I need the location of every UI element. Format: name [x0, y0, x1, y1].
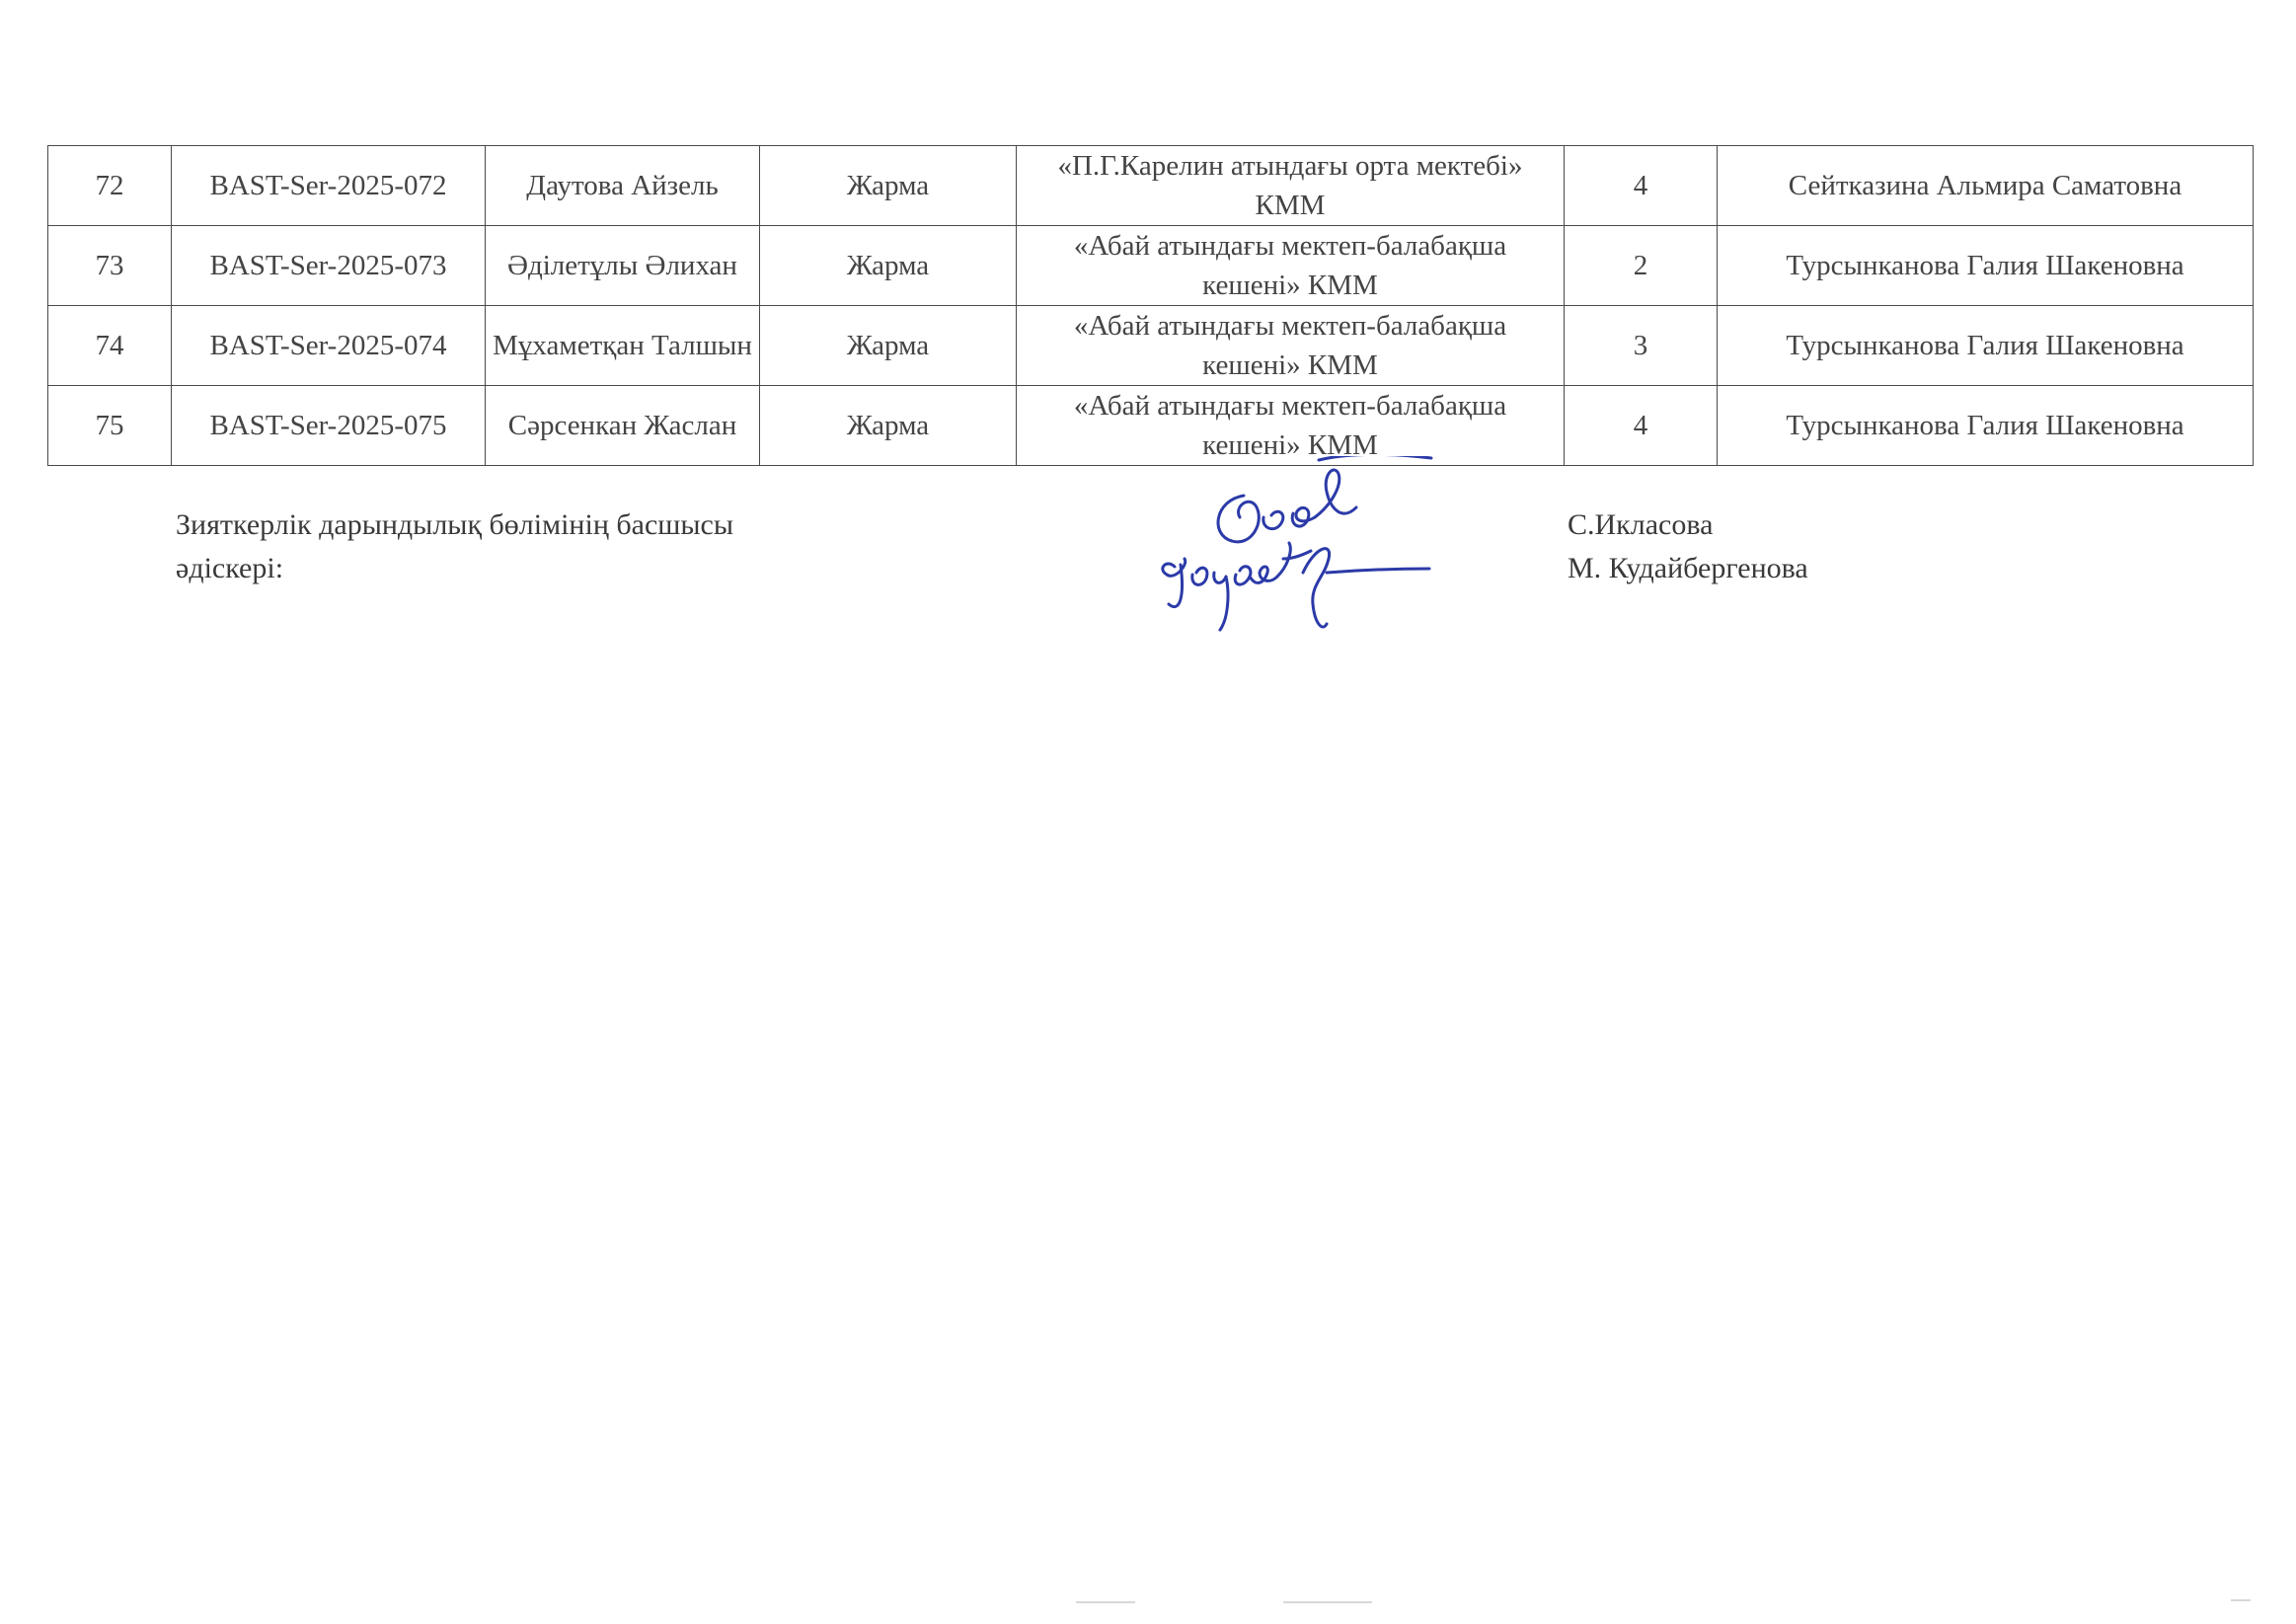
student-name: Сәрсенкан Жаслан: [486, 386, 760, 466]
participant-code: BAST-Ser-2025-075: [172, 386, 486, 466]
scan-artifact: [2231, 1599, 2251, 1601]
participant-code: BAST-Ser-2025-073: [172, 226, 486, 306]
grade: 3: [1565, 306, 1718, 386]
students-table: [47, 145, 2254, 466]
student-name: Даутова Айзель: [486, 146, 760, 226]
handwritten-signature: [1145, 456, 1471, 639]
position-line-1: Зияткерлік дарындылық бөлімінің басшысы: [176, 508, 733, 541]
participant-code: BAST-Ser-2025-074: [172, 306, 486, 386]
row-number: 75: [48, 386, 172, 466]
teacher: Турсынканова Галия Шакеновна: [1718, 306, 2254, 386]
table-row: [48, 226, 2254, 306]
teacher: Турсынканова Галия Шакеновна: [1718, 226, 2254, 306]
district: Жарма: [760, 386, 1017, 466]
school: «Абай атындағы мектеп-балабақша кешені» КММ: [1017, 306, 1565, 386]
school: «П.Г.Карелин атындағы орта мектебі» КММ: [1017, 146, 1565, 226]
district: Жарма: [760, 226, 1017, 306]
grade: 4: [1565, 386, 1718, 466]
grade: 2: [1565, 226, 1718, 306]
participant-code: BAST-Ser-2025-072: [172, 146, 486, 226]
table-row: [48, 146, 2254, 226]
table-row: [48, 386, 2254, 466]
district: Жарма: [760, 306, 1017, 386]
student-name: Мұхаметқан Талшын: [486, 306, 760, 386]
district: Жарма: [760, 146, 1017, 226]
row-number: 74: [48, 306, 172, 386]
student-name: Әділетұлы Әлихан: [486, 226, 760, 306]
grade: 4: [1565, 146, 1718, 226]
position-line-2: әдіскері:: [176, 552, 284, 584]
row-number: 73: [48, 226, 172, 306]
signatory-name-1: С.Икласова: [1568, 508, 1714, 541]
signatory-name-2: М. Кудайбергенова: [1568, 552, 1808, 584]
school: «Абай атындағы мектеп-балабақша кешені» КММ: [1017, 386, 1565, 466]
teacher: Турсынканова Галия Шакеновна: [1718, 386, 2254, 466]
signatory-names: [1568, 503, 1808, 590]
scan-artifact: [1283, 1601, 1372, 1603]
row-number: 72: [48, 146, 172, 226]
scan-artifact: [1076, 1601, 1135, 1603]
school: «Абай атындағы мектеп-балабақша кешені» КММ: [1017, 226, 1565, 306]
table-row: [48, 306, 2254, 386]
teacher: Сейтказина Альмира Саматовна: [1718, 146, 2254, 226]
signatory-position: [176, 503, 733, 590]
